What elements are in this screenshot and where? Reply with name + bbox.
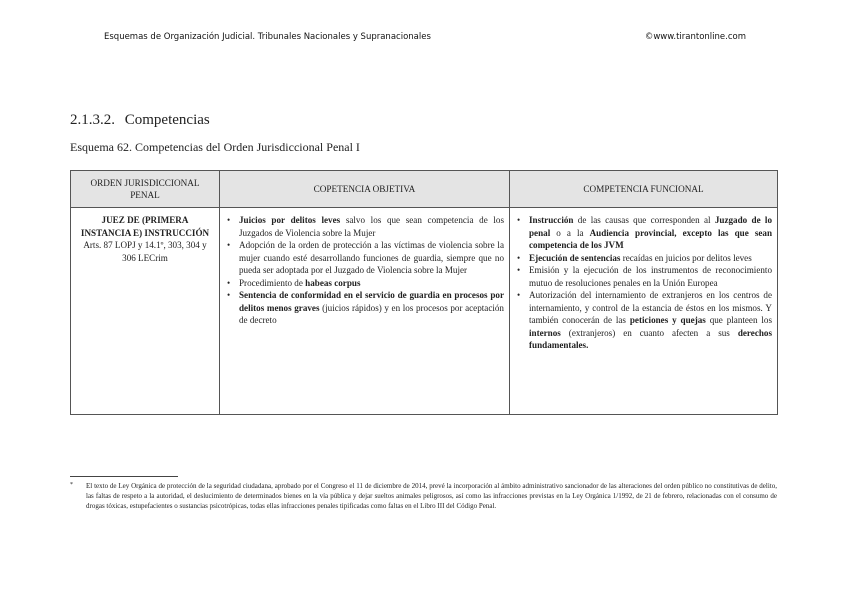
item-text: que planteen los — [705, 315, 773, 325]
item-text: Emisión y la ejecución de los instrumentos de reconocimiento mutuo de resoluciones penales en la Unión Europea — [529, 265, 772, 288]
item-text: Autorización del internamiento de extranjeros en los centros de internamiento, y control de la estancia de éstos en los mismos. Y también conocerán de las — [529, 290, 772, 325]
item-text: o a la — [550, 227, 590, 238]
item-text: Procedimiento de — [239, 277, 306, 288]
list-item — [517, 214, 773, 252]
organ-name: JUEZ DE (PRIMERA INSTANCIA E) INSTRUCCIÓN — [80, 215, 210, 238]
bold-text: Ejecución de sentencias — [529, 252, 621, 263]
bullet-icon: • — [227, 215, 231, 225]
footnote — [70, 481, 777, 511]
list-item — [227, 277, 504, 290]
footnote-text: El texto de Ley Orgánica de protección de la seguridad ciudadana, aprobado por el Congreso el 11 de diciembre de 2014, prevé la incorporación al ámbito administrativo sancionador de las alteraciones del orden público no constitutivas de delito, las faltas de respeto a la autoridad, el deslucimiento de determinados bienes en la vía pública y dejar sueltos animales peligrosos, así como las infracciones previstas en la Ley Orgánica 1/1992, de 21 de febrero, relacionadas con el consumo de drogas tóxicas, estupefacientes o sustancias psicotrópicas, todas ellas infracciones penales tipificadas como faltas en el Libro III del Código Penal. — [86, 482, 777, 510]
header-website: ©www.tirantonline.com — [644, 32, 746, 42]
list-item — [517, 264, 772, 289]
item-text: de las causas que corresponden al — [573, 215, 715, 225]
list-item — [227, 289, 504, 327]
bold-text: peticiones y quejas — [629, 315, 706, 325]
objetiva-cell — [220, 208, 510, 415]
item-text: Adopción de la orden de protección a las víctimas de violencia sobre la mujer cuando esté desarrollando funciones de guardia, siempre que no pueda ser adoptada por el Juzgado de Violencia sobre la Mujer — [239, 240, 504, 275]
footnote-divider — [70, 476, 178, 477]
bullet-icon: • — [227, 240, 231, 250]
table-header-row — [71, 171, 778, 208]
bullet-icon: • — [517, 215, 521, 225]
bold-text: Audiencia provincial, excepto las que sean competencia de los JVM — [529, 227, 773, 250]
competencias-table — [70, 170, 778, 415]
list-item — [517, 289, 773, 352]
organ-cell — [71, 208, 220, 415]
item-text: recaídas en juicios por delitos leves — [620, 252, 752, 263]
item-text: (extranjeros) en cuanto afecten a sus — [560, 327, 738, 338]
section-number: 2.1.3.2. — [70, 112, 115, 128]
bullet-icon: • — [227, 277, 231, 288]
list-item — [227, 214, 504, 239]
item-text: (juicios rápidos) y en los procesos por aceptación de decreto — [239, 302, 504, 325]
list-item — [227, 239, 504, 277]
bold-text: habeas corpus — [305, 277, 361, 288]
section-title: Competencias — [124, 112, 210, 128]
objetiva-list — [225, 214, 504, 327]
table-row — [71, 208, 778, 415]
bullet-icon: • — [227, 290, 231, 300]
bold-text: Instrucción — [529, 215, 574, 225]
section-heading — [70, 112, 210, 129]
bullet-icon: • — [517, 252, 521, 263]
bold-text: Sentencia de conformidad en el servicio de guardia en procesos por delitos menos graves — [239, 290, 504, 313]
bullet-icon: • — [517, 290, 521, 300]
item-text: salvo los que sean competencia de los Juzgados de Violencia sobre la Mujer — [239, 215, 504, 238]
funcional-list — [515, 214, 772, 352]
bold-text: derechos fundamentales. — [529, 327, 772, 350]
bullet-icon: • — [517, 265, 521, 275]
organ-articles: Arts. 87 LOPJ y 14.1º, 303, 304 y 306 LECrim — [83, 240, 207, 263]
bold-text: internos — [529, 327, 561, 338]
page-header — [104, 32, 746, 46]
column-header-funcional: COMPETENCIA FUNCIONAL — [510, 171, 778, 208]
funcional-cell — [510, 208, 778, 415]
bold-text: Juzgado de lo penal — [529, 215, 772, 238]
schema-title: Esquema 62. Competencias del Orden Jurisdiccional Penal I — [70, 140, 360, 154]
column-header-orden: ORDEN JURISDICCIONAL PENAL — [71, 171, 220, 208]
bold-text: Juicios por delitos leves — [239, 215, 341, 225]
footnote-mark: * — [70, 482, 73, 488]
column-header-objetiva: COPETENCIA OBJETIVA — [220, 171, 510, 208]
list-item — [517, 252, 772, 265]
header-book-title: Esquemas de Organización Judicial. Tribunales Nacionales y Supranacionales — [104, 32, 431, 42]
